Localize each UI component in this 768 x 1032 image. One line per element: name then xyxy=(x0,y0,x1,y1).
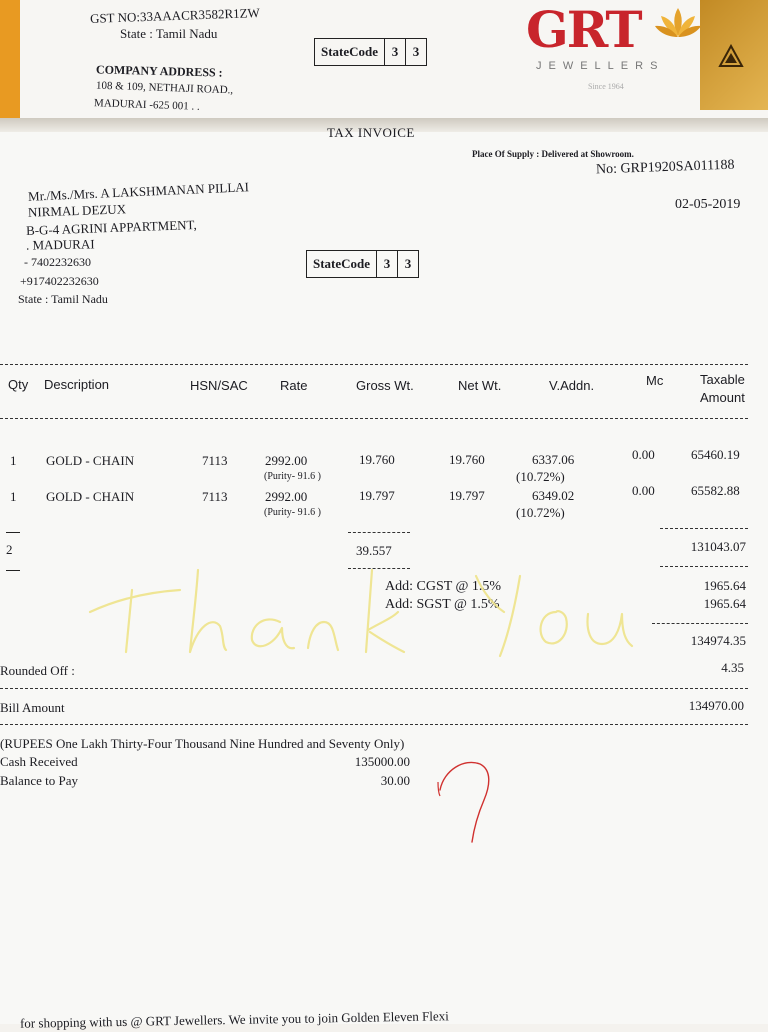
col-vaddn-header: V.Addn. xyxy=(549,378,595,393)
brand-tagline: JEWELLERS xyxy=(536,60,665,72)
col-description-header: Description xyxy=(44,377,110,392)
company-address-label: COMPANY ADDRESS : xyxy=(95,62,223,80)
customer-phone-1: - 7402232630 xyxy=(24,255,91,269)
customer-state: State : Tamil Nadu xyxy=(18,292,108,306)
customer-state-code xyxy=(306,250,419,278)
row-mc: 0.00 xyxy=(632,483,655,498)
brand-since: Since 1964 xyxy=(588,82,624,91)
bill-amount: 134970.00 xyxy=(688,698,744,713)
row-qty: 1 xyxy=(10,489,17,504)
grt-logo: GRT xyxy=(526,0,641,59)
seller-state-code xyxy=(314,38,427,66)
balance-to-pay-amount: 30.00 xyxy=(380,773,410,788)
customer-name: Mr./Ms./Mrs. A LAKSHMANAN PILLAI xyxy=(27,179,250,204)
divider xyxy=(6,532,20,533)
lotus-icon xyxy=(655,6,701,42)
col-rate-header: Rate xyxy=(280,378,308,393)
row-vaddn-pct: (10.72%) xyxy=(516,505,565,520)
amount-in-words: (RUPEES One Lakh Thirty-Four Thousand Nine Hundred and Seventy Only) xyxy=(0,736,405,751)
row-purity: (Purity- 91.6 ) xyxy=(264,507,321,518)
customer-phone-2: +917402232630 xyxy=(20,274,99,288)
divider xyxy=(0,418,748,419)
row-description: GOLD - CHAIN xyxy=(46,453,135,468)
row-taxable: 65582.88 xyxy=(691,483,740,498)
divider xyxy=(6,570,20,571)
row-rate: 2992.00 xyxy=(265,489,308,504)
customer-line-2: NIRMAL DEZUX xyxy=(27,201,127,220)
cash-received-amount: 135000.00 xyxy=(354,754,410,769)
col-mc-header: Mc xyxy=(646,373,664,388)
row-net-wt: 19.760 xyxy=(449,452,485,467)
cash-received-label: Cash Received xyxy=(0,754,78,769)
col-taxable-header: Taxable xyxy=(700,372,745,387)
total-qty: 2 xyxy=(6,542,13,557)
row-qty: 1 xyxy=(10,453,17,468)
cgst-label: Add: CGST @ 1.5% xyxy=(385,579,502,594)
state-code-label: StateCode xyxy=(313,256,371,271)
bill-amount-label: Bill Amount xyxy=(0,700,65,715)
row-vaddn: 6349.02 xyxy=(532,488,575,503)
row-hsn: 7113 xyxy=(202,453,228,468)
row-hsn: 7113 xyxy=(202,489,228,504)
row-description: GOLD - CHAIN xyxy=(46,489,135,504)
invoice-title: TAX INVOICE xyxy=(327,125,415,140)
address-line-2: MADURAI -625 001 . . xyxy=(93,97,200,113)
divider xyxy=(0,724,748,725)
invoice-date: 02-05-2019 xyxy=(675,197,741,212)
customer-line-4: . MADURAI xyxy=(25,236,95,253)
divider xyxy=(0,364,748,365)
row-rate: 2992.00 xyxy=(265,453,308,468)
state-code-label: StateCode xyxy=(321,44,379,59)
state-code-digit: 3 xyxy=(405,39,426,65)
state-code-digit: 3 xyxy=(384,39,405,65)
sgst-label: Add: SGST @ 1.5% xyxy=(385,597,500,612)
customer-line-3: B-G-4 AGRINI APPARTMENT, xyxy=(25,217,197,238)
divider xyxy=(0,688,748,689)
col-gross-wt-header: Gross Wt. xyxy=(356,378,414,393)
col-net-wt-header: Net Wt. xyxy=(458,378,502,393)
state-code-digit: 3 xyxy=(376,251,397,277)
gst-number: GST NO:33AAACR3582R1ZW xyxy=(89,5,261,26)
row-mc: 0.00 xyxy=(632,447,655,462)
rounded-off-label: Rounded Off : xyxy=(0,663,75,678)
sgst-amount: 1965.64 xyxy=(703,596,746,611)
balance-to-pay-label: Balance to Pay xyxy=(0,773,78,788)
cgst-amount: 1965.64 xyxy=(703,578,746,593)
row-vaddn-pct: (10.72%) xyxy=(516,469,565,484)
address-line-1: 108 & 109, NETHAJI ROAD., xyxy=(95,79,234,97)
thank-you-handwriting xyxy=(80,560,680,670)
signature-mark xyxy=(428,756,498,846)
seller-state: State : Tamil Nadu xyxy=(120,26,218,41)
total-gross-wt: 39.557 xyxy=(356,543,392,558)
place-of-supply: Place Of Supply : Delivered at Showroom. xyxy=(472,149,634,159)
col-hsn-header: HSN/SAC xyxy=(190,378,248,393)
footer-message: for shopping with us @ GRT Jewellers. We invite you to join Golden Eleven Flexi xyxy=(19,1008,449,1031)
row-net-wt: 19.797 xyxy=(449,488,485,503)
col-qty-header: Qty xyxy=(8,377,29,392)
divider xyxy=(660,528,748,529)
divider xyxy=(348,532,410,533)
row-taxable: 65460.19 xyxy=(691,447,740,462)
rounded-off-amount: 4.35 xyxy=(721,660,744,675)
state-code-digit: 3 xyxy=(397,251,418,277)
row-purity: (Purity- 91.6 ) xyxy=(264,471,321,482)
bis-hallmark-icon xyxy=(718,44,744,70)
row-vaddn: 6337.06 xyxy=(532,452,575,467)
col-taxable-header-2: Amount xyxy=(700,390,745,405)
row-gross-wt: 19.797 xyxy=(359,488,395,503)
total-taxable: 131043.07 xyxy=(690,539,746,554)
row-gross-wt: 19.760 xyxy=(359,452,395,467)
subtotal-amount: 134974.35 xyxy=(690,633,746,648)
invoice-number: No: GRP1920SA011188 xyxy=(595,157,735,178)
